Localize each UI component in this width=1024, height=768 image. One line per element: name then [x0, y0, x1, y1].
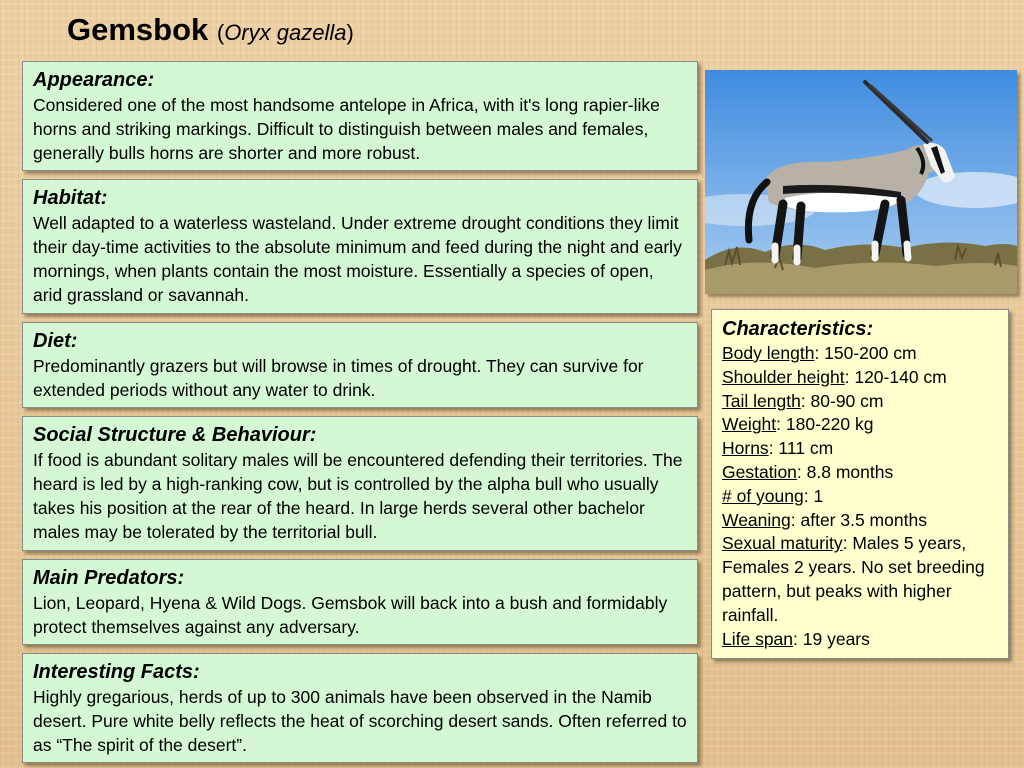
section-diet: [22, 322, 698, 408]
ground: [705, 262, 1017, 294]
characteristics-heading: Characteristics:: [722, 318, 874, 340]
list-item: Life span: 19 years: [722, 628, 870, 649]
list-item: Shoulder height: 120-140 cm: [722, 366, 947, 387]
section-heading: Diet:: [33, 330, 78, 352]
list-item: Horns: 111 cm: [722, 438, 834, 459]
section-social-structure: [22, 416, 698, 551]
section-body: Considered one of the most handsome antelope in Africa, with it's long rapier-like horns and striking markings. Difficult to distinguish between males and females, generally bulls horns are shorter and more robust.: [33, 95, 660, 163]
section-interesting-facts: [22, 653, 698, 763]
section-habitat: [22, 179, 698, 314]
gemsbok-illustration: [705, 70, 1017, 294]
section-body: Highly gregarious, herds of up to 300 animals have been observed in the Namib desert. Pure white belly reflects the heat of scorching desert sands. Often referred to as “The spirit of the desert”.: [33, 687, 687, 755]
title-scientific-name: (Oryx gazella): [216, 20, 354, 45]
page-title: [67, 12, 354, 48]
section-heading: Interesting Facts:: [33, 661, 200, 683]
section-body: Predominantly grazers but will browse in times of drought. They can survive for extended periods without any water to drink.: [33, 356, 644, 400]
section-main-predators: [22, 559, 698, 645]
list-item: Gestation: 8.8 months: [722, 461, 894, 482]
section-heading: Appearance:: [33, 69, 155, 91]
list-item: Body length: 150-200 cm: [722, 343, 917, 363]
list-item: # of young: 1: [722, 485, 824, 506]
section-body: Well adapted to a waterless wasteland. Under extreme drought conditions they limit their day-time activities to the absolute minimum and feed during the night and early mornings, when plants contain the most moisture. Essentially a species of open, arid grassland or savannah.: [33, 213, 682, 305]
gemsbok-photo: [705, 70, 1017, 294]
section-heading: Habitat:: [33, 187, 108, 209]
section-heading: Social Structure & Behaviour:: [33, 424, 317, 446]
characteristics-list: [722, 342, 998, 651]
list-item: Tail length: 80-90 cm: [722, 390, 884, 411]
section-body: Lion, Leopard, Hyena & Wild Dogs. Gemsbok will back into a bush and formidably protect themselves against any adversary.: [33, 593, 668, 637]
list-item: Weaning: after 3.5 months: [722, 509, 927, 530]
list-item: Weight: 180-220 kg: [722, 414, 874, 435]
section-body: If food is abundant solitary males will be encountered defending their territories. The heard is led by a high-ranking cow, but is controlled by the alpha bull who usually takes his position at the rear of the heard. In large herds several other bachelor males may be tolerated by the territorial bull.: [33, 450, 683, 542]
characteristics-panel: [711, 309, 1009, 659]
section-appearance: [22, 61, 698, 171]
section-heading: Main Predators:: [33, 567, 185, 589]
title-common-name: Gemsbok: [67, 12, 209, 47]
list-item: Sexual maturity: Males 5 years, Females 2 years. No set breeding pattern, but peaks with higher rainfall.: [722, 533, 985, 625]
